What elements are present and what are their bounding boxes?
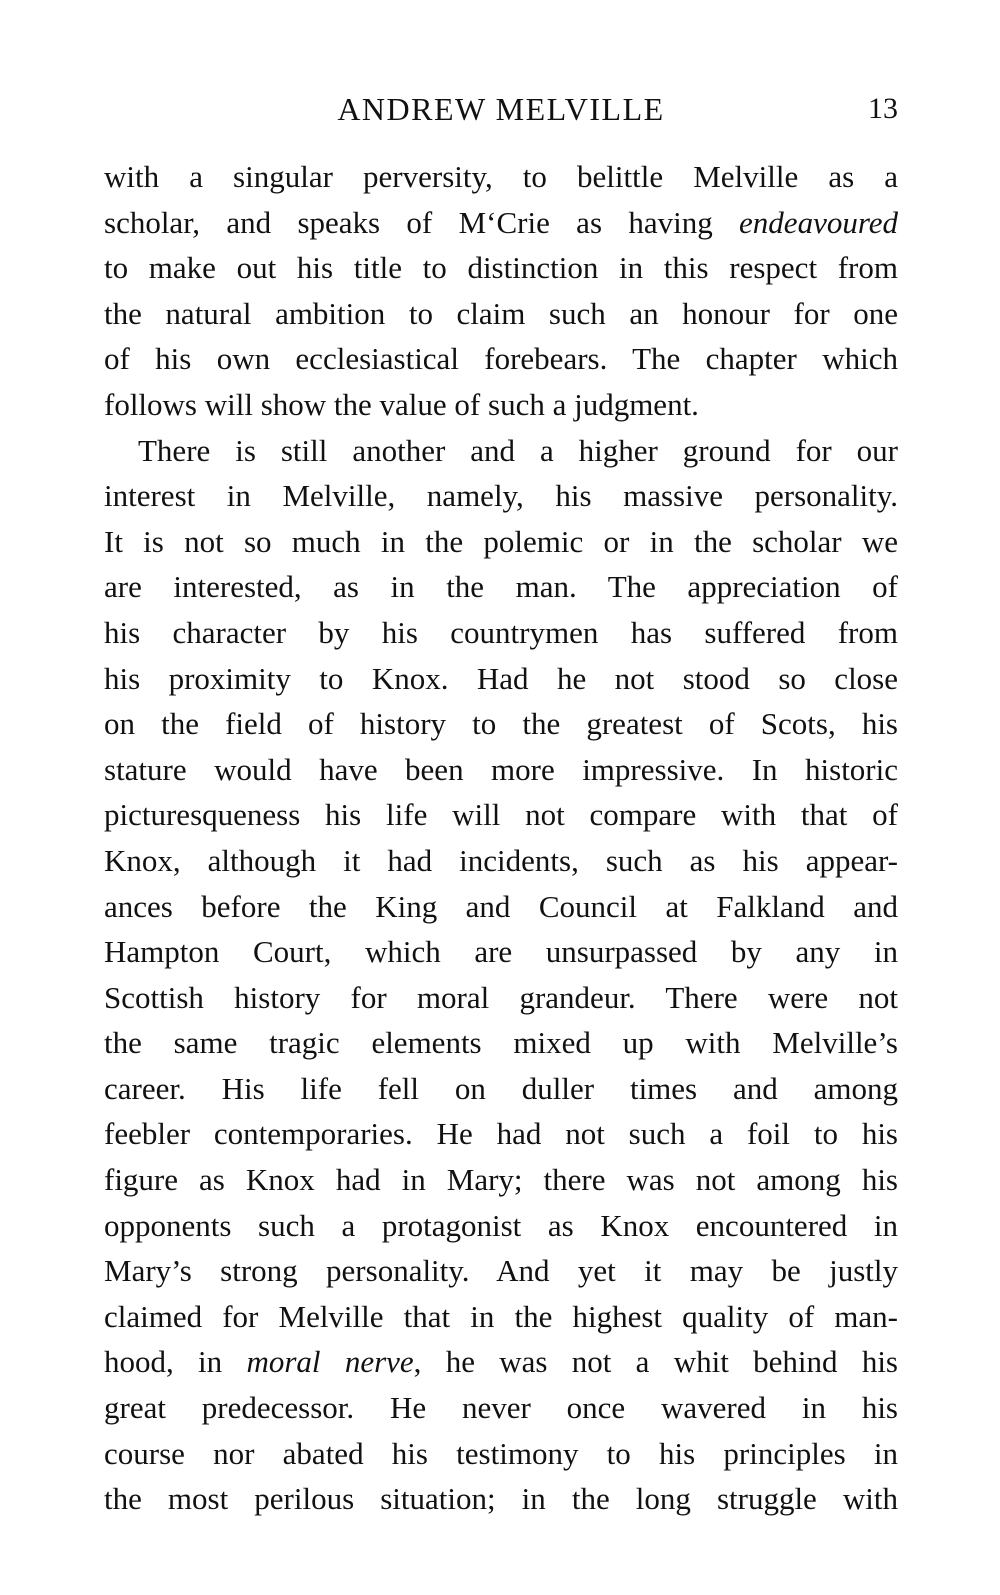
text-line xyxy=(104,1066,898,1112)
text-line xyxy=(104,1431,898,1477)
text-line xyxy=(104,245,898,291)
text-segment: feebler contemporaries. He had not such a foil to his xyxy=(104,1116,898,1152)
text-segment: ances before the King and Council at Falkland and xyxy=(104,888,898,924)
text-line xyxy=(104,154,898,200)
text-line xyxy=(104,473,898,519)
text-segment: to make out his title to distinction in this respect from xyxy=(104,250,898,286)
text-line xyxy=(104,1476,898,1522)
text-segment: follows will show the value of such a judgment. xyxy=(104,386,699,422)
text-segment: stature would have been more impressive. In historic xyxy=(104,751,898,787)
text-segment: scholar, and speaks of M‘Crie as having xyxy=(104,204,740,240)
text-segment: picturesqueness his life will not compare with that of xyxy=(104,797,898,833)
text-line xyxy=(104,884,898,930)
text-segment: It is not so much in the polemic or in the scholar we xyxy=(104,523,898,559)
text-segment: claimed for Melville that in the highest quality of man- xyxy=(104,1298,898,1334)
text-segment: Mary’s strong personality. And yet it may be justly xyxy=(104,1253,898,1289)
text-line xyxy=(104,610,898,656)
text-line xyxy=(104,1248,898,1294)
text-segment: his proximity to Knox. Had he not stood so close xyxy=(104,660,898,696)
text-segment: opponents such a protagonist as Knox encountered in xyxy=(104,1207,898,1243)
text-segment: his character by his countrymen has suffered from xyxy=(104,614,898,650)
text-line xyxy=(104,838,898,884)
text-segment: with a singular perversity, to belittle Melville as a xyxy=(104,159,898,194)
text-line xyxy=(104,747,898,793)
text-line xyxy=(104,1111,898,1157)
text-line xyxy=(104,929,898,975)
text-line xyxy=(104,382,898,428)
text-segment: Scottish history for moral grandeur. There were not xyxy=(104,979,898,1015)
running-head xyxy=(104,84,898,134)
body-text xyxy=(104,154,898,1522)
text-line xyxy=(104,1157,898,1203)
text-line xyxy=(104,656,898,702)
text-line xyxy=(104,1203,898,1249)
text-line xyxy=(104,428,898,474)
text-line xyxy=(104,975,898,1021)
text-line xyxy=(104,1020,898,1066)
text-segment: of his own ecclesiastical forebears. The chapter which xyxy=(104,341,898,377)
text-line xyxy=(104,200,898,246)
text-line xyxy=(104,1385,898,1431)
running-title: ANDREW MELVILLE xyxy=(337,91,665,127)
text-segment: the same tragic elements mixed up with Melville’s xyxy=(104,1025,898,1061)
text-segment: great predecessor. He never once wavered in his xyxy=(104,1390,898,1426)
text-line xyxy=(104,564,898,610)
italic-text: moral nerve xyxy=(246,1344,414,1380)
text-segment: Hampton Court, which are unsurpassed by any in xyxy=(104,934,898,970)
text-line xyxy=(104,701,898,747)
page-number: 13 xyxy=(868,92,898,125)
text-segment: career. His life fell on duller times and among xyxy=(104,1070,898,1106)
text-line xyxy=(104,1294,898,1340)
text-segment: the natural ambition to claim such an honour for one xyxy=(104,295,898,331)
text-segment: There is still another and a higher ground for our xyxy=(138,432,898,468)
text-segment: are interested, as in the man. The appreciation of xyxy=(104,569,898,605)
text-segment: course nor abated his testimony to his principles in xyxy=(104,1435,898,1471)
text-segment: figure as Knox had in Mary; there was not among his xyxy=(104,1162,898,1198)
text-line xyxy=(104,1339,898,1385)
text-segment: Knox, although it had incidents, such as his appear- xyxy=(104,842,898,878)
italic-text: endeavoured xyxy=(739,204,898,240)
text-segment: hood, in xyxy=(104,1344,247,1380)
text-line xyxy=(104,792,898,838)
text-line xyxy=(104,336,898,382)
text-segment: on the field of history to the greatest of Scots, his xyxy=(104,706,898,742)
text-line xyxy=(104,291,898,337)
text-segment: the most perilous situation; in the long struggle with xyxy=(104,1481,898,1517)
text-segment: , he was not a whit behind his xyxy=(413,1344,898,1380)
text-segment: interest in Melville, namely, his massive personality. xyxy=(104,478,898,514)
text-line xyxy=(104,519,898,565)
